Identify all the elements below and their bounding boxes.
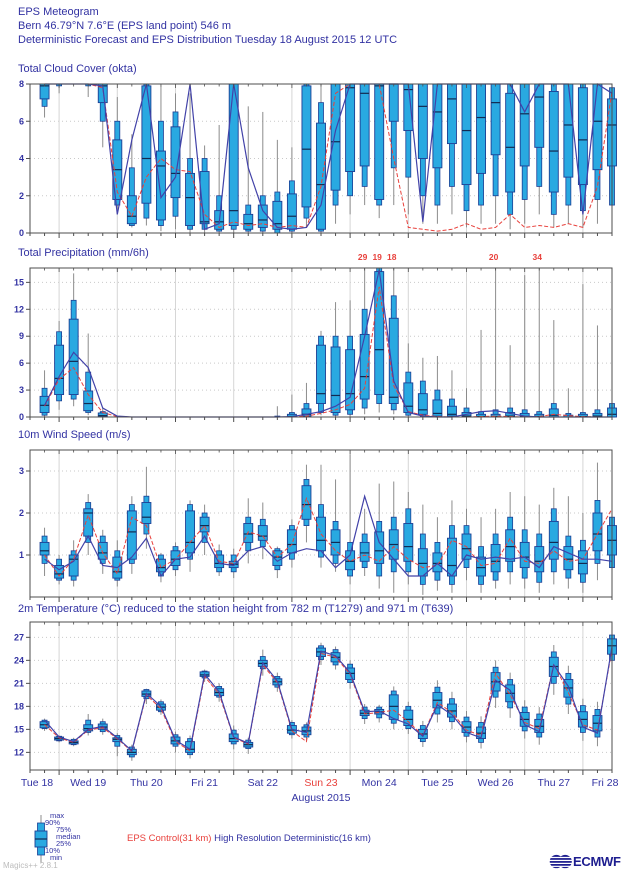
cloud-panel-chart — [0, 80, 627, 240]
svg-text:27: 27 — [13, 632, 24, 643]
line-legend — [127, 833, 371, 844]
svg-text:6: 6 — [18, 358, 24, 369]
forecast-subtitle: Deterministic Forecast and EPS Distribution Tuesday 18 August 2015 12 UTC — [18, 34, 398, 46]
svg-text:3: 3 — [18, 466, 24, 476]
control-legend-label: EPS Control(31 km) — [127, 833, 212, 844]
svg-text:4: 4 — [18, 153, 24, 164]
ecmwf-logo-icon — [549, 854, 573, 869]
svg-text:9: 9 — [18, 331, 24, 342]
svg-text:12: 12 — [13, 304, 24, 315]
deterministic-legend-label: High Resolution Deterministic(16 km) — [214, 833, 371, 844]
cloud-panel-title: Total Cloud Cover (okta) — [18, 63, 137, 75]
svg-text:18: 18 — [13, 701, 24, 712]
wind-panel-title: 10m Wind Speed (m/s) — [18, 429, 131, 441]
x-axis-day-label: Wed 19 — [70, 777, 107, 789]
svg-text:1: 1 — [18, 550, 24, 560]
page-title: EPS Meteogram — [18, 6, 99, 18]
svg-text:21: 21 — [13, 678, 24, 689]
svg-text:12: 12 — [13, 747, 24, 758]
x-axis-day-label: Fri 21 — [191, 777, 219, 789]
legend-label-25pct: 25% — [56, 839, 72, 848]
temp-panel-chart — [0, 618, 627, 771]
x-axis-day-label: Tue 25 — [421, 777, 454, 789]
svg-text:24: 24 — [13, 655, 24, 666]
x-axis-month-label: August 2015 — [291, 792, 351, 804]
precip-panel-title: Total Precipitation (mm/6h) — [18, 247, 149, 259]
svg-text:0: 0 — [18, 228, 24, 238]
x-axis-day-label: Thu 27 — [537, 777, 571, 789]
x-axis-day-label: Thu 20 — [130, 777, 163, 789]
svg-text:2: 2 — [18, 190, 24, 201]
svg-text:29: 29 — [357, 252, 368, 262]
x-axis-day-label: Fri 28 — [591, 777, 619, 789]
x-axis-day-label: Mon 24 — [361, 777, 397, 789]
svg-text:34: 34 — [532, 252, 542, 262]
legend-label-90pct: 90% — [45, 818, 61, 827]
precip-panel-chart — [0, 244, 627, 422]
svg-text:8: 8 — [18, 79, 24, 89]
x-axis-day-label: Sun 23 — [304, 777, 338, 789]
svg-text:15: 15 — [13, 724, 24, 735]
svg-text:18: 18 — [387, 252, 397, 262]
x-axis-day-label: Sat 22 — [247, 777, 278, 789]
svg-text:15: 15 — [13, 277, 24, 288]
ecmwf-logo-text: ECMWF — [573, 854, 621, 869]
svg-text:20: 20 — [488, 252, 499, 262]
legend-label-10pct: 10% — [45, 846, 61, 855]
legend-label-max: max — [50, 811, 65, 820]
wind-panel-chart — [0, 446, 627, 598]
svg-text:0: 0 — [18, 412, 24, 422]
legend-label-min: min — [50, 853, 63, 862]
x-axis-day-label: Wed 26 — [477, 777, 514, 789]
ecmwf-logo — [549, 853, 621, 871]
legend-label-median: median — [56, 832, 81, 841]
temp-panel-title: 2m Temperature (°C) reduced to the station height from 782 m (T1279) and 971 m (T639) — [18, 603, 454, 615]
station-subtitle: Bern 46.79°N 7.6°E (EPS land point) 546 m — [18, 20, 232, 32]
x-axis-day-label: Tue 18 — [20, 777, 54, 789]
svg-text:6: 6 — [18, 116, 24, 127]
svg-text:2: 2 — [18, 508, 24, 518]
legend-label-75pct: 75% — [56, 825, 72, 834]
svg-text:3: 3 — [18, 385, 24, 396]
svg-text:19: 19 — [372, 252, 382, 262]
software-version-label: Magics++ 2.8.1 — [3, 861, 58, 870]
